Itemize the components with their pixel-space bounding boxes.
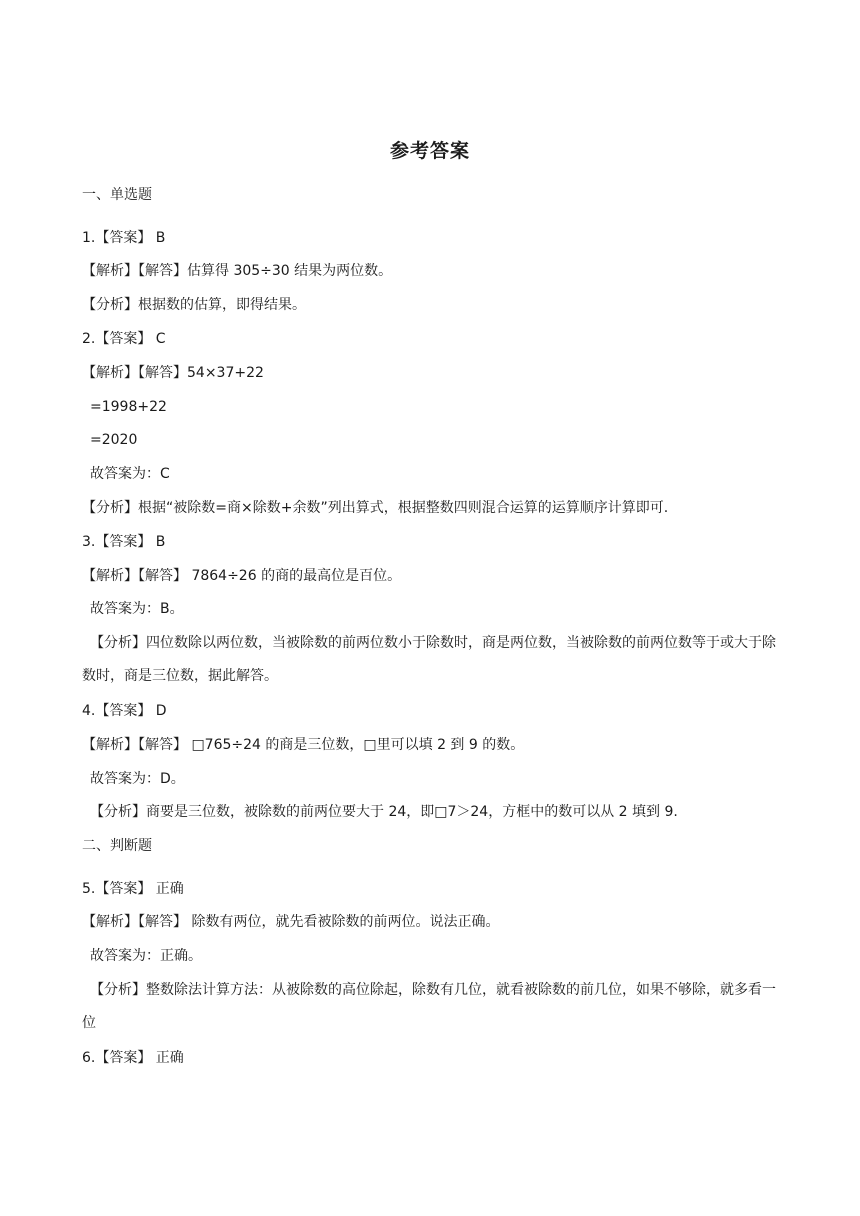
conclusion-3: 故答案为：B。 xyxy=(90,601,184,617)
answer-1: 1.【答案】 B xyxy=(82,230,166,246)
answer-6: 6.【答案】 正确 xyxy=(82,1050,184,1066)
analysis-3: 【分析】四位数除以两位数，当被除数的前两位数小于除数时，商是两位数，当被除数的前两位数等于或大于除数时，商是三位数，据此解答。 xyxy=(82,635,776,684)
answer-2: 2.【答案】 C xyxy=(82,331,166,347)
section-heading-single-choice: 一、单选题 xyxy=(82,187,152,203)
analysis-5: 【分析】整数除法计算方法：从被除数的高位除起，除数有几位，就看被除数的前几位，如果不够除，就多看一位 xyxy=(82,982,776,1031)
explanation-2: 【解析】【解答】54×37+22 xyxy=(82,365,264,381)
conclusion-4: 故答案为：D。 xyxy=(90,771,185,787)
answer-5: 5.【答案】 正确 xyxy=(82,881,184,897)
conclusion-5: 故答案为：正确。 xyxy=(90,948,202,964)
answer-4: 4.【答案】 D xyxy=(82,703,167,719)
calc-step-1: =1998+22 xyxy=(90,399,167,415)
explanation-5: 【解析】【解答】 除数有两位，就先看被除数的前两位。说法正确。 xyxy=(82,914,500,930)
analysis-4: 【分析】商要是三位数，被除数的前两位要大于 24，即□7＞24，方框中的数可以从 2 填到 9. xyxy=(90,804,678,820)
explanation-1: 【解析】【解答】估算得 305÷30 结果为两位数。 xyxy=(82,263,393,279)
answer-3: 3.【答案】 B xyxy=(82,534,166,550)
explanation-3: 【解析】【解答】 7864÷26 的商的最高位是百位。 xyxy=(82,568,402,584)
section-heading-true-false: 二、判断题 xyxy=(82,838,152,854)
conclusion-2: 故答案为：C xyxy=(90,466,170,482)
calc-step-2: =2020 xyxy=(90,432,138,448)
analysis-2: 【分析】根据“被除数=商×除数+余数”列出算式，根据整数四则混合运算的运算顺序计算即可. xyxy=(82,500,669,516)
explanation-4: 【解析】【解答】 □765÷24 的商是三位数，□里可以填 2 到 9 的数。 xyxy=(82,737,525,753)
analysis-1: 【分析】根据数的估算，即得结果。 xyxy=(82,297,306,313)
page-title: 参考答案 xyxy=(389,140,470,162)
